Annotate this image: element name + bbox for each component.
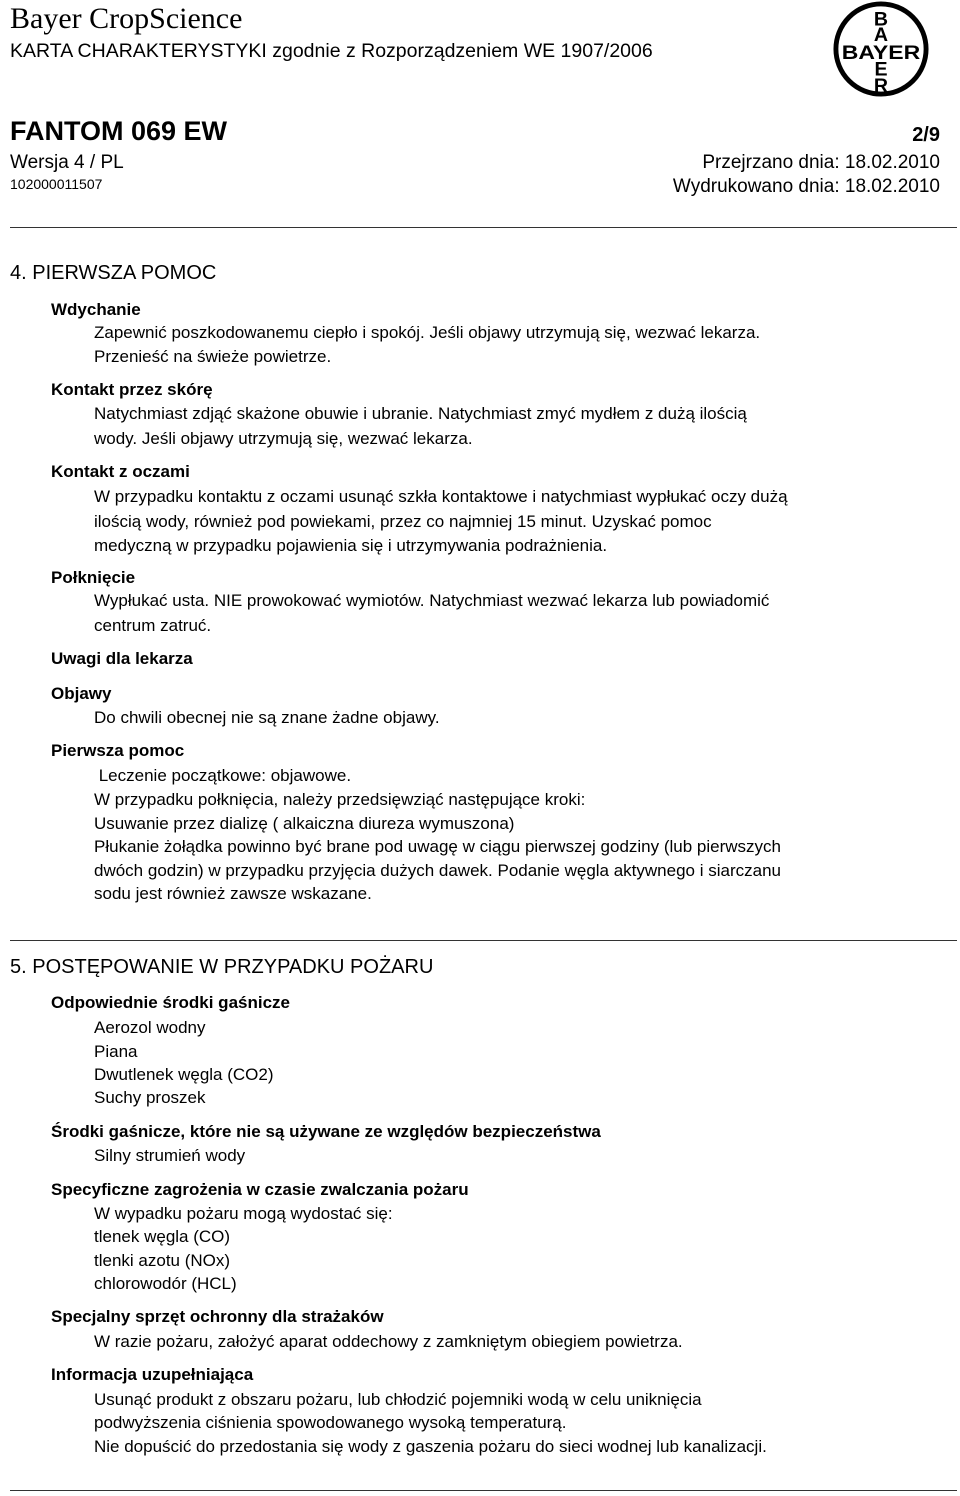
ingestion-text: centrum zatruć.	[94, 616, 212, 635]
further-info-heading: Informacja uzupełniająca	[51, 1365, 254, 1384]
doctor-notes-heading: Uwagi dla lekarza	[51, 649, 193, 668]
reviewed-date: Przejrzano dnia: 18.02.2010	[702, 152, 940, 173]
skin-heading: Kontakt przez skórę	[51, 380, 213, 399]
skin-text: Natychmiast zdjąć skażone obuwie i ubranie. Natychmiast zmyć mydłem z dużą ilością	[94, 404, 747, 423]
document-type: KARTA CHARAKTERYSTYKI zgodnie z Rozporządzeniem WE 1907/2006	[10, 40, 653, 62]
ingestion-text: Wypłukać usta. NIE prowokować wymiotów. Natychmiast wezwać lekarza lub powiadomić	[94, 591, 770, 610]
eye-text: ilością wody, również pod powiekami, przez co najmniej 15 minut. Uzyskać pomoc	[94, 512, 712, 531]
svg-text:R: R	[873, 75, 889, 98]
skin-text: wody. Jeśli objawy utrzymują się, wezwać lekarza.	[94, 429, 473, 448]
first-aid-text: Płukanie żołądka powinno być brane pod uwagę w ciągu pierwszej godziny (lub pierwszych	[94, 837, 781, 856]
extinguishing-media-heading: Odpowiednie środki gaśnicze	[51, 993, 290, 1012]
first-aid-heading: Pierwsza pomoc	[51, 741, 185, 760]
inhalation-text: Przenieść na świeże powietrze.	[94, 347, 332, 366]
further-info-text: Usunąć produkt z obszaru pożaru, lub chłodzić pojemniki wodą w celu uniknięcia	[94, 1390, 702, 1409]
eye-heading: Kontakt z oczami	[51, 462, 190, 481]
protective-equipment-text: W razie pożaru, założyć aparat oddechowy z zamkniętym obiegiem powietrza.	[94, 1332, 683, 1351]
first-aid-text: dwóch godzin) w przypadku przyjęcia dużych dawek. Podanie węgla aktywnego i siarczanu	[94, 861, 781, 880]
first-aid-text: sodu jest również zawsze wskazane.	[94, 884, 372, 903]
company-name: Bayer CropScience	[10, 2, 243, 35]
ingestion-heading: Połknięcie	[51, 568, 136, 587]
specific-hazards-heading: Specyficzne zagrożenia w czasie zwalczania pożaru	[51, 1180, 469, 1199]
inhalation-text: Zapewnić poszkodowanemu ciepło i spokój. Jeśli objawy utrzymują się, wezwać lekarza.	[94, 323, 761, 342]
unsuitable-media-text: Silny strumień wody	[94, 1146, 246, 1165]
hazard-item: tlenki azotu (NOx)	[94, 1251, 231, 1270]
divider	[10, 1490, 957, 1491]
svg-text:E: E	[874, 58, 888, 81]
product-name: FANTOM 069 EW	[10, 116, 228, 146]
further-info-text: podwyższenia ciśnienia spowodowanego wysoką temperaturą.	[94, 1413, 567, 1432]
version: Wersja 4 / PL	[10, 152, 124, 173]
divider	[10, 940, 957, 941]
first-aid-text: Usuwanie przez dializę ( alkaiczna diureza wymuszona)	[94, 814, 515, 833]
further-info-text: Nie dopuścić do przedostania się wody z gaszenia pożaru do sieci wodnej lub kanalizacji.	[94, 1437, 767, 1456]
section-4-title: 4. PIERWSZA POMOC	[10, 262, 217, 284]
inhalation-heading: Wdychanie	[51, 300, 141, 319]
media-item: Suchy proszek	[94, 1088, 206, 1107]
hazard-item: W wypadku pożaru mogą wydostać się:	[94, 1204, 393, 1223]
divider	[10, 227, 957, 228]
media-item: Aerozol wodny	[94, 1018, 206, 1037]
eye-text: medyczną w przypadku pojawienia się i utrzymywania podrażnienia.	[94, 536, 608, 555]
symptoms-heading: Objawy	[51, 684, 112, 703]
printed-date: Wydrukowano dnia: 18.02.2010	[672, 176, 940, 197]
svg-text:A: A	[873, 24, 889, 47]
svg-text:B: B	[873, 8, 889, 31]
protective-equipment-heading: Specjalny sprzęt ochronny dla strażaków	[51, 1307, 384, 1326]
document-number: 102000011507	[10, 176, 103, 192]
unsuitable-media-heading: Środki gaśnicze, które nie są używane ze względów bezpieczeństwa	[51, 1122, 601, 1141]
bayer-cross-logo	[832, 0, 930, 98]
page-number: 2/9	[912, 124, 940, 146]
symptoms-text: Do chwili obecnej nie są znane żadne objawy.	[94, 708, 440, 727]
hazard-item: chlorowodór (HCL)	[94, 1274, 237, 1293]
svg-text:BAYER: BAYER	[841, 41, 921, 64]
first-aid-text: Leczenie początkowe: objawowe.	[94, 766, 352, 785]
media-item: Dwutlenek węgla (CO2)	[94, 1065, 274, 1084]
first-aid-text: W przypadku połknięcia, należy przedsięwziąć następujące kroki:	[94, 790, 586, 809]
eye-text: W przypadku kontaktu z oczami usunąć szkła kontaktowe i natychmiast wypłukać oczy dużą	[94, 487, 788, 506]
section-5-title: 5. POSTĘPOWANIE W PRZYPADKU POŻARU	[10, 956, 434, 978]
hazard-item: tlenek węgla (CO)	[94, 1227, 231, 1246]
media-item: Piana	[94, 1042, 138, 1061]
